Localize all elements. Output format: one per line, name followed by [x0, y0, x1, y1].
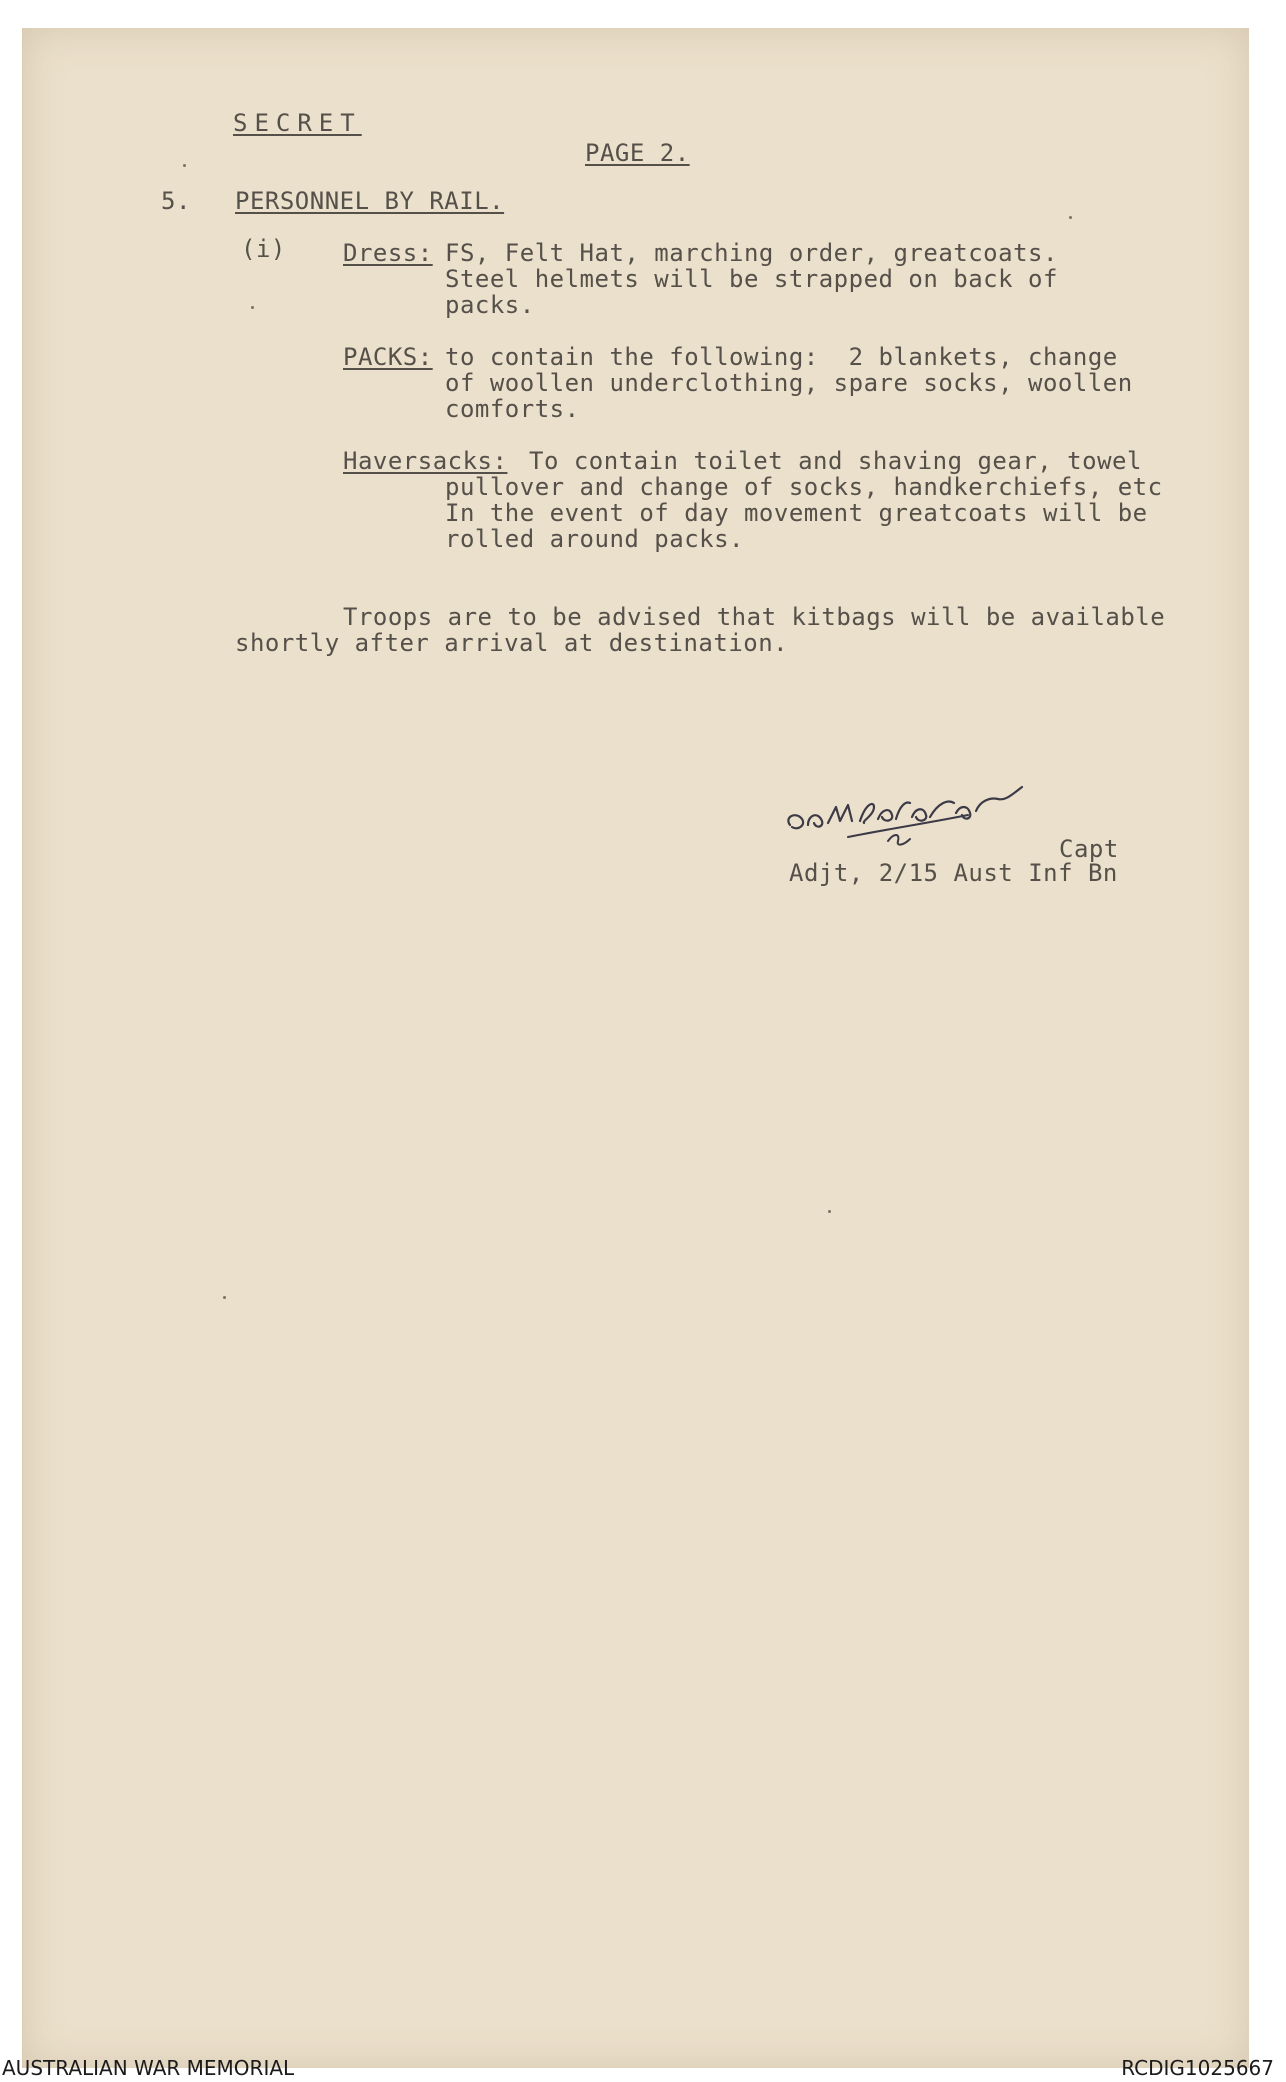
- packs-label: PACKS:: [343, 343, 433, 371]
- paper-speck: [1069, 216, 1072, 219]
- haversacks-line: In the event of day movement greatcoats will be: [445, 499, 1148, 527]
- paper-speck: [223, 1296, 226, 1299]
- dress-line: Steel helmets will be strapped on back of: [445, 265, 1058, 293]
- packs-line: comforts.: [445, 395, 580, 423]
- haversacks-line: rolled around packs.: [445, 525, 744, 553]
- document-page: [22, 28, 1249, 2068]
- packs-text: [445, 344, 1133, 422]
- haversacks-label: Haversacks:: [343, 447, 508, 475]
- note-line: Troops are to be advised that kitbags will be available: [343, 603, 1166, 631]
- paper-speck: [828, 1210, 831, 1213]
- section-title: PERSONNEL BY RAIL.: [235, 187, 505, 215]
- signatory-appointment: Adjt, 2/15 Aust Inf Bn: [789, 859, 1118, 887]
- packs-line: of woollen underclothing, spare socks, woollen: [445, 369, 1133, 397]
- haversacks-first-line: To contain toilet and shaving gear, towel: [529, 447, 1142, 475]
- dress-label: Dress:: [343, 239, 433, 267]
- dress-text: [445, 240, 1058, 318]
- paper-speck: [251, 306, 254, 309]
- dress-line: packs.: [445, 291, 535, 319]
- footer-record-id: RCDIG1025667: [1121, 2056, 1274, 2080]
- footer-institution: AUSTRALIAN WAR MEMORIAL: [2, 2056, 295, 2080]
- signatory-rank: Capt: [1059, 835, 1119, 863]
- packs-line: to contain the following: 2 blankets, change: [445, 343, 1118, 371]
- haversacks-line: pullover and change of socks, handkerchiefs, etc: [445, 473, 1163, 501]
- haversacks-text: [445, 474, 1163, 552]
- section-number: 5.: [161, 187, 191, 215]
- paper-speck: [183, 164, 186, 167]
- page-number: PAGE 2.: [585, 139, 690, 167]
- classification-marking: SECRET: [233, 109, 362, 137]
- dress-line: FS, Felt Hat, marching order, greatcoats.: [445, 239, 1058, 267]
- item-number: (i): [241, 235, 286, 263]
- note-line: shortly after arrival at destination.: [235, 629, 789, 657]
